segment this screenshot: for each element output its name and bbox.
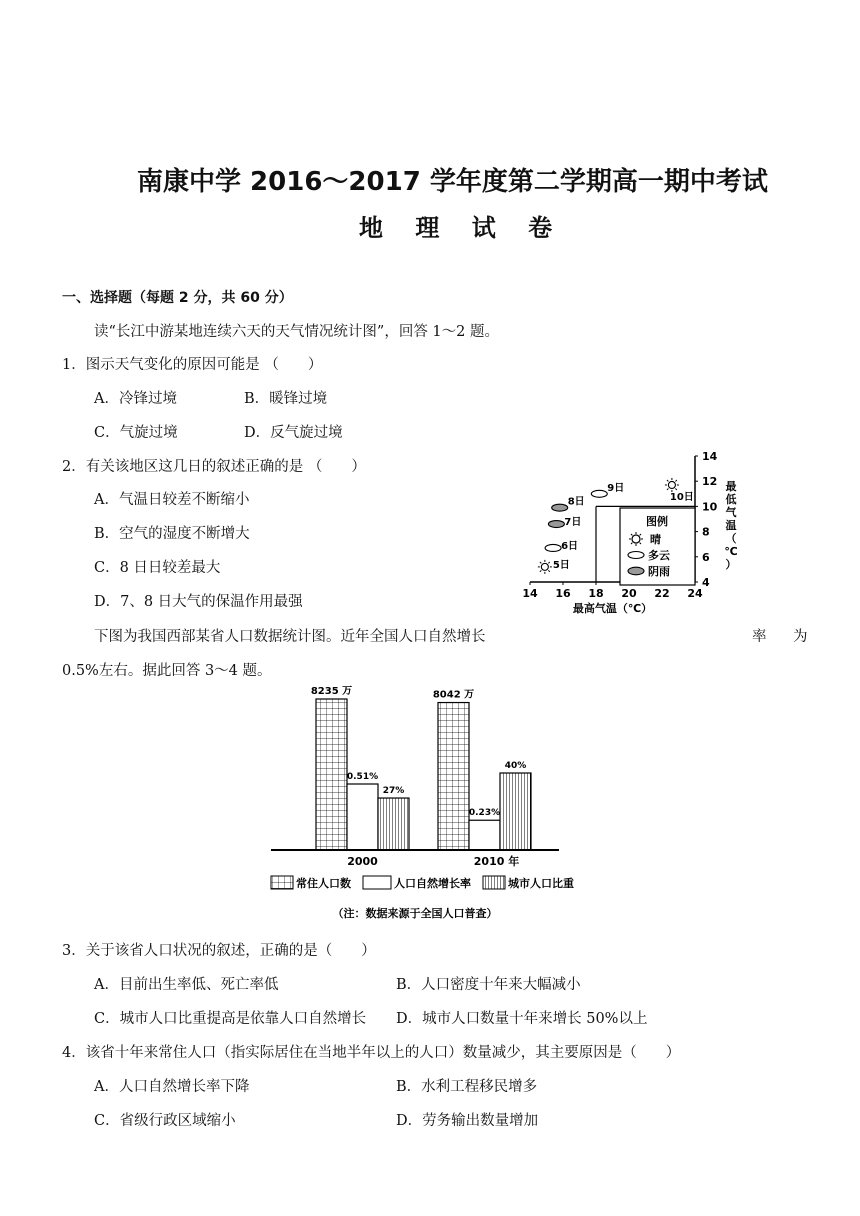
- bar-growth: [469, 820, 500, 850]
- question-1-option-d[interactable]: D．反气旋过境: [244, 425, 343, 441]
- question-3-option-d[interactable]: D．城市人口数量十年来增长 50%以上: [396, 1011, 648, 1027]
- legend-label-growth: 人口自然增长率: [394, 877, 471, 890]
- weather-point: [538, 560, 552, 574]
- question-3-option-a[interactable]: A．目前出生率低、死亡率低: [94, 977, 279, 993]
- question-4-option-a[interactable]: A．人口自然增长率下降: [94, 1079, 250, 1095]
- cloud-icon: [545, 544, 561, 551]
- bar-label-growth: 0.51%: [346, 772, 379, 782]
- legend-swatch-resident: [271, 876, 293, 889]
- legend-item-sunny: 晴: [650, 533, 661, 546]
- question-4-option-b[interactable]: B．水利工程移民增多: [396, 1079, 538, 1095]
- sun-icon: [541, 563, 548, 570]
- question-2-option-a[interactable]: A．气温日较差不断缩小: [94, 492, 250, 508]
- population-legend: [271, 876, 574, 890]
- question-4-stem: 4．该省十年来常住人口（指实际居住在当地半年以上的人口）数量减少，其主要原因是（ ）: [62, 1045, 681, 1061]
- question-4-option-c[interactable]: C．省级行政区域缩小: [94, 1113, 236, 1129]
- bar-label-urban: 27%: [382, 786, 405, 797]
- y-tick-label: 6: [702, 550, 710, 564]
- question-1-option-c[interactable]: C．气旋过境: [94, 425, 178, 441]
- overcast-rain-icon: [548, 521, 564, 528]
- cloud-icon: [628, 552, 644, 559]
- x-tick-label: 16: [555, 587, 571, 600]
- page-subtitle: 地 理 试 卷: [359, 214, 565, 242]
- sun-icon: [668, 481, 675, 488]
- bar-growth: [347, 784, 378, 850]
- overcast-rain-icon: [552, 504, 568, 511]
- intro-weather: 读“长江中游某地连续六天的天气情况统计图”，回答 1～2 题。: [94, 324, 499, 340]
- question-1-stem: 1．图示天气变化的原因可能是 （ ）: [62, 357, 323, 373]
- bar-label-resident: 8042 万: [432, 689, 475, 701]
- weather-point: [665, 478, 679, 492]
- legend-label-urban: 城市人口比重: [508, 877, 574, 890]
- population-categories: [347, 854, 519, 868]
- y-tick-label: 8: [702, 525, 710, 539]
- legend-item-rain: 阴雨: [648, 565, 670, 578]
- population-chart: [266, 686, 574, 925]
- y-tick-label: 12: [702, 475, 718, 489]
- question-2-option-c[interactable]: C．8 日日较差最大: [94, 560, 221, 576]
- weather-chart: [512, 446, 752, 621]
- section-heading: 一、选择题（每题 2 分，共 60 分）: [62, 290, 293, 306]
- point-label: 8日: [567, 496, 585, 508]
- bar-urban: [500, 773, 531, 850]
- intro-population: 下图为我国西部某省人口数据统计图。近年全国人口自然增长: [94, 629, 486, 645]
- question-1-option-b[interactable]: B．暖锋过境: [244, 391, 328, 407]
- bar-label-growth: 0.23%: [468, 808, 501, 819]
- overcast-rain-icon: [628, 567, 644, 575]
- weather-chart-legend: [620, 508, 695, 585]
- legend-label-resident: 常住人口数: [296, 877, 351, 890]
- question-2-stem: 2．有关该地区这几日的叙述正确的是 （ ）: [62, 459, 366, 475]
- x-tick-label: 22: [654, 587, 670, 600]
- x-axis-label: 最高气温（℃）: [572, 602, 653, 615]
- question-1-option-a[interactable]: A．冷锋过境: [94, 391, 177, 407]
- bar-label-urban: 40%: [504, 761, 527, 771]
- question-2-option-d[interactable]: D．7、8 日大气的保温作用最强: [94, 594, 303, 610]
- weather-point: [591, 490, 607, 497]
- question-2-option-b[interactable]: B．空气的湿度不断增大: [94, 526, 250, 542]
- legend-swatch-growth: [363, 876, 391, 889]
- bar-label-resident: 8235 万: [310, 686, 353, 697]
- legend-title: 图例: [646, 515, 668, 528]
- bar-urban: [378, 798, 409, 850]
- legend-swatch-urban: [483, 876, 505, 889]
- point-label: 6日: [561, 540, 579, 552]
- y-axis-label: 最低气温（℃）: [724, 480, 738, 571]
- weather-point: [552, 504, 568, 511]
- chart-note: （注：数据来源于全国人口普查）: [332, 907, 498, 920]
- weather-point: [548, 521, 564, 528]
- y-tick-label: 14: [702, 450, 718, 463]
- intro-population-rate: 0.5%左右。据此回答 3～4 题。: [62, 663, 272, 679]
- point-label: 10日: [669, 491, 694, 503]
- point-label: 7日: [564, 517, 582, 529]
- x-tick-label: 24: [687, 587, 703, 600]
- x-tick-label: 18: [588, 587, 604, 600]
- question-3-option-c[interactable]: C．城市人口比重提高是依靠人口自然增长: [94, 1011, 367, 1027]
- population-bars: [311, 685, 531, 850]
- question-4-option-d[interactable]: D．劳务输出数量增加: [396, 1113, 539, 1129]
- point-label: 5日: [552, 559, 570, 571]
- y-tick-label: 10: [702, 500, 718, 514]
- page-title: 南康中学 2016～2017 学年度第二学期高一期中考试: [137, 167, 768, 197]
- category-label: 2010 年: [473, 855, 520, 868]
- bar-resident: [438, 703, 469, 850]
- weather-point: [545, 544, 561, 551]
- intro-population-cont: 率 为: [752, 629, 814, 645]
- point-label: 9日: [607, 482, 625, 494]
- question-3-option-b[interactable]: B．人口密度十年来大幅减小: [396, 977, 581, 993]
- legend-item-cloudy: 多云: [648, 549, 670, 562]
- question-3-stem: 3．关于该省人口状况的叙述，正确的是（ ）: [62, 943, 376, 959]
- bar-resident: [316, 699, 347, 850]
- x-tick-label: 20: [621, 587, 637, 600]
- cloud-icon: [591, 490, 607, 497]
- x-tick-label: 14: [522, 587, 538, 600]
- category-label: 2000: [347, 855, 378, 868]
- y-tick-label: 4: [702, 576, 710, 589]
